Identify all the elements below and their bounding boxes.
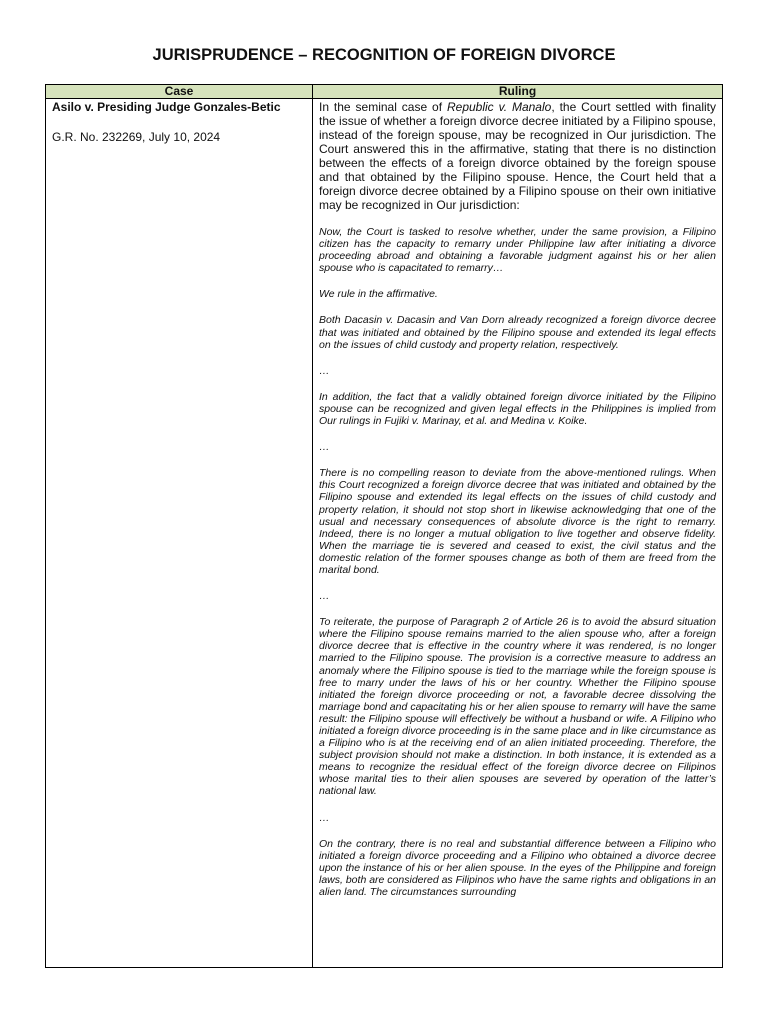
ruling-intro-paragraph — [319, 100, 716, 212]
quoted-paragraph: To reiterate, the purpose of Paragraph 2 of Article 26 is to avoid the absurd situation where the Filipino spouse remains married to the alien spouse who, after a foreign divorce decree that is effective in the country where it was rendered, is no longer married to the Filipino spouse. The provision is a corrective measure to address an anomaly where the Filipino spouse is tied to the marriage while the foreign spouse is free to marry under the laws of his or her country. Whether the Filipino spouse initiated the foreign divorce proceeding or not, a favorable decree dissolving the marriage bond and capacitating his or her alien spouse to remarry will have the same result: the Filipino spouse will effectively be without a husband or wife. A Filipino who initiated a foreign divorce proceeding is in the same place and in like circumstance as a Filipino who is at the receiving end of an alien initiated proceeding. Therefore, the subject provision should not make a distinction. In both instance, it is extended as a means to recognize the residual effect of the foreign divorce decree on Filipinos whose marital ties to their alien spouses are severed by operation of the latter’s national law. — [319, 616, 716, 798]
quoted-paragraph: Now, the Court is tasked to resolve whether, under the same provision, a Filipino citizen has the capacity to remarry under Philippine law after initiating a divorce proceeding abroad and obtaining a favorable judgment against his or her alien spouse who is capacitated to remarry… — [319, 226, 716, 275]
column-header-case: Case — [46, 85, 313, 99]
intro-text-before: In the seminal case of — [319, 100, 447, 114]
table-header-row — [46, 85, 723, 99]
quoted-paragraph: There is no compelling reason to deviate from the above-mentioned rulings. When this Court recognized a foreign divorce decree that was initiated and obtained by the Filipino spouse and extended its legal effects on the issues of child custody and property relation, it should not stop short in likewise acknowledging that one of the usual and necessary consequences of absolute divorce is the right to remarry. Indeed, there is no longer a mutual obligation to live together and observe fidelity. When the marriage tie is severed and ceased to exist, the civil status and the domestic relation of the former spouses change as both of them are freed from the marital bond. — [319, 467, 716, 576]
case-name: Asilo v. Presiding Judge Gonzales-Betic — [52, 100, 281, 114]
case-cell — [46, 99, 313, 968]
omission-ellipsis: … — [319, 590, 330, 603]
omission-ellipsis: … — [319, 441, 330, 454]
intro-text-after: , the Court settled with finality the issue of whether a foreign divorce decree initiated by a Filipino spouse, instead of the foreign spouse, may be recognized in Our jurisdiction. The Court answered this in the affirmative, stating that there is no distinction between the effects of a foreign divorce obtained by the foreign spouse and that obtained by the Filipino spouse. Hence, the Court held that a foreign divorce decree obtained by a Filipino spouse on their own initiative may be recognized in Our jurisdiction: — [319, 100, 716, 212]
jurisprudence-table — [45, 84, 723, 968]
cited-case-title: Republic v. Manalo — [446, 100, 552, 114]
ruling-cell — [313, 99, 723, 968]
case-citation: G.R. No. 232269, July 10, 2024 — [52, 130, 221, 144]
omission-ellipsis: … — [319, 364, 330, 377]
quoted-paragraph: On the contrary, there is no real and substantial difference between a Filipino who initiated a foreign divorce proceeding and a Filipino who obtained a divorce decree upon the instance of his or her alien spouse. In the eyes of the Philippine and foreign laws, both are considered as Filipinos who have the same rights and obligations in an alien land. The circumstances surrounding — [319, 837, 716, 899]
quoted-paragraph: We rule in the affirmative. — [319, 288, 438, 301]
omission-ellipsis: … — [319, 811, 330, 824]
page-title: JURISPRUDENCE – RECOGNITION OF FOREIGN DIVORCE — [152, 46, 616, 64]
column-header-ruling: Ruling — [313, 85, 723, 99]
quoted-paragraph: Both Dacasin v. Dacasin and Van Dorn already recognized a foreign divorce decree that was initiated and obtained by the Filipino spouse and extended its legal effects on the issues of child custody and property relation, respectively. — [319, 314, 716, 351]
quoted-paragraph: In addition, the fact that a validly obtained foreign divorce initiated by the Filipino spouse can be recognized and given legal effects in the Philippines is implied from Our rulings in Fujiki v. Marinay, et al. and Medina v. Koike. — [319, 390, 716, 428]
table-row — [46, 99, 723, 968]
